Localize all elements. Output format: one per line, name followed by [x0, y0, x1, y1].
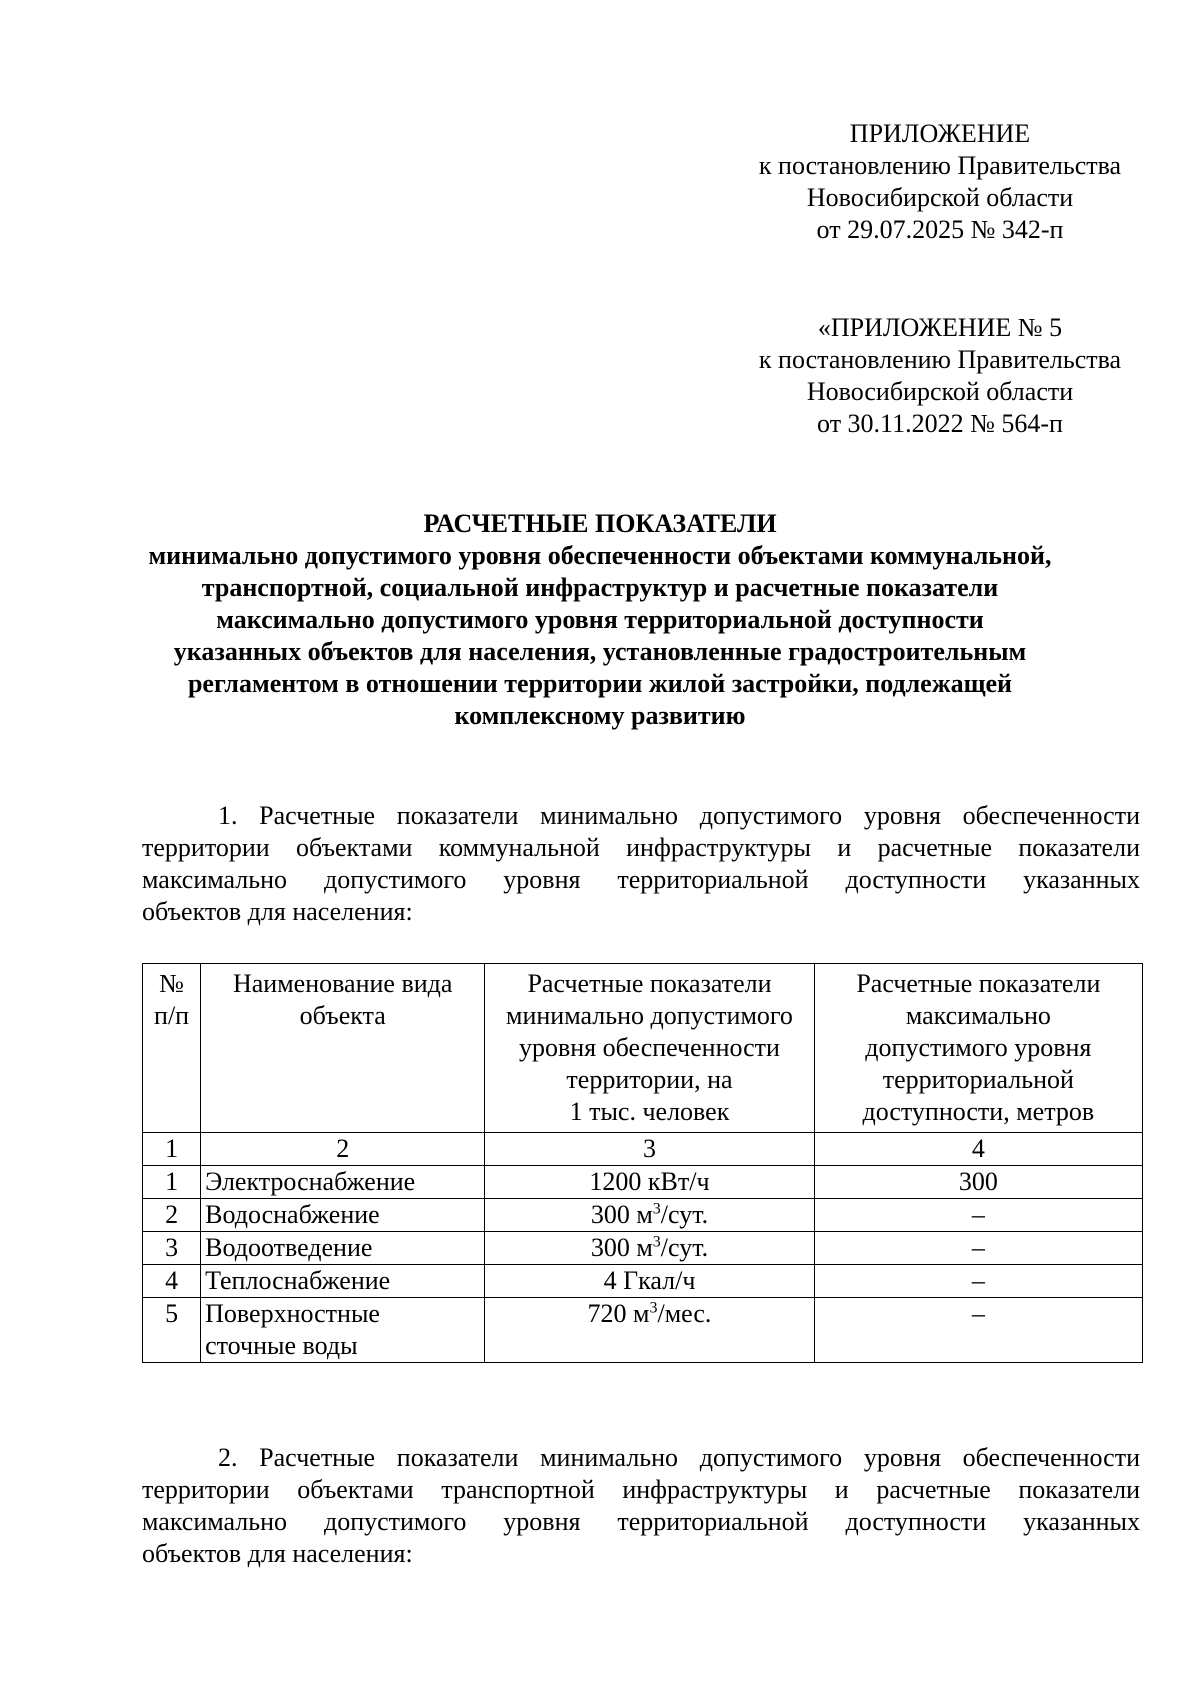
- row-access: –: [814, 1199, 1142, 1232]
- appendix-5-line-4: от 30.11.2022 № 564-п: [817, 409, 1063, 438]
- row-name: Электроснабжение: [201, 1166, 485, 1199]
- header-name-line-2: объекта: [299, 1001, 386, 1030]
- row-access: –: [814, 1298, 1142, 1363]
- row-num: 2: [143, 1199, 201, 1232]
- section-2-line-2: территории объектами транспортной инфраструктуры и расчетные показатели: [142, 1475, 1140, 1504]
- header-max-line-1: Расчетные показатели: [856, 969, 1101, 998]
- value-superscript: 3: [649, 1299, 658, 1317]
- appendix-5-line-2: к постановлению Правительства: [758, 345, 1122, 374]
- section-2-line-1: 2. Расчетные показатели минимально допустимого уровня обеспеченности: [218, 1443, 1140, 1472]
- header-num-line-1: №: [159, 969, 184, 998]
- title-line-5: указанных объектов для населения, установленные градостроительным: [173, 637, 1027, 666]
- value-text: 300 м: [590, 1200, 653, 1229]
- row-value: [485, 1298, 814, 1363]
- table-row: [143, 1199, 1143, 1232]
- row-value: [485, 1199, 814, 1232]
- section-1-line-3: максимально допустимого уровня территориальной доступности указанных: [142, 865, 1140, 894]
- header-max-access: [814, 964, 1142, 1133]
- row-num: 4: [143, 1265, 201, 1298]
- table-header-row: [143, 964, 1143, 1133]
- header-name: [201, 964, 485, 1133]
- section-2-line-4: объектов для населения:: [142, 1539, 413, 1568]
- row-value: [485, 1265, 814, 1298]
- header-min-level: [485, 964, 814, 1133]
- row-access: –: [814, 1232, 1142, 1265]
- row-num: 1: [143, 1166, 201, 1199]
- section-1-line-1: 1. Расчетные показатели минимально допустимого уровня обеспеченности: [218, 801, 1140, 830]
- section-1-paragraph: [142, 800, 1140, 928]
- section-2-paragraph: [142, 1442, 1140, 1570]
- value-unit: /сут.: [660, 1200, 709, 1229]
- header-num: [143, 964, 201, 1133]
- header-min-line-2: минимально допустимого: [506, 1001, 793, 1030]
- row-num: 3: [143, 1232, 201, 1265]
- title-line-1: РАСЧЕТНЫЕ ПОКАЗАТЕЛИ: [423, 509, 777, 538]
- appendix-header: [740, 118, 1140, 246]
- value-text: 4 Гкал/ч: [603, 1266, 696, 1295]
- header-name-line-1: Наименование вида: [232, 969, 453, 998]
- table-row: [143, 1265, 1143, 1298]
- value-text: 720 м: [587, 1299, 650, 1328]
- row-value: [485, 1232, 814, 1265]
- row-value: [485, 1166, 814, 1199]
- row-name: [201, 1298, 485, 1363]
- header-min-line-4: территории, на: [566, 1065, 733, 1094]
- appendix-5-header: [740, 312, 1140, 440]
- section-1-line-2: территории объектами коммунальной инфраструктуры и расчетные показатели: [142, 833, 1140, 862]
- appendix-line-4: от 29.07.2025 № 342-п: [816, 215, 1064, 244]
- table-row: [143, 1166, 1143, 1199]
- row-name-line-2: сточные воды: [205, 1331, 358, 1360]
- value-superscript: 3: [652, 1233, 661, 1251]
- value-unit: /мес.: [657, 1299, 712, 1328]
- table-row: [143, 1298, 1143, 1363]
- header-max-line-5: доступности, метров: [862, 1097, 1095, 1126]
- appendix-5-title: «ПРИЛОЖЕНИЕ № 5: [817, 313, 1063, 342]
- appendix-5-line-3: Новосибирской области: [806, 377, 1074, 406]
- row-access: –: [814, 1265, 1142, 1298]
- col-number: 3: [485, 1133, 814, 1166]
- appendix-line-2: к постановлению Правительства: [758, 151, 1122, 180]
- row-name-line-1: Поверхностные: [205, 1299, 380, 1328]
- document-title: [140, 508, 1060, 732]
- value-unit: /сут.: [660, 1233, 709, 1262]
- section-1-line-4: объектов для населения:: [142, 897, 413, 926]
- title-line-7: комплексному развитию: [454, 701, 746, 730]
- title-line-2: минимально допустимого уровня обеспеченности объектами коммунальной,: [148, 541, 1052, 570]
- header-min-line-5: 1 тыс. человек: [569, 1097, 730, 1126]
- col-number: 1: [143, 1133, 201, 1166]
- value-text: 300 м: [590, 1233, 653, 1262]
- section-2-line-3: максимально допустимого уровня территориальной доступности указанных: [142, 1507, 1140, 1536]
- title-line-3: транспортной, социальной инфраструктур и расчетные показатели: [201, 573, 999, 602]
- header-max-line-4: территориальной: [882, 1065, 1074, 1094]
- row-name: Водоотведение: [201, 1232, 485, 1265]
- header-num-line-2: п/п: [154, 1001, 190, 1030]
- appendix-line-3: Новосибирской области: [806, 183, 1074, 212]
- column-number-row: [143, 1133, 1143, 1166]
- header-max-line-3: допустимого уровня: [865, 1033, 1092, 1062]
- header-min-line-1: Расчетные показатели: [527, 969, 772, 998]
- appendix-title: ПРИЛОЖЕНИЕ: [849, 119, 1031, 148]
- table-row: [143, 1232, 1143, 1265]
- value-text: 1200 кВт/ч: [589, 1167, 710, 1196]
- row-num: 5: [143, 1298, 201, 1363]
- utilities-table: [142, 963, 1143, 1363]
- header-max-line-2: максимально: [905, 1001, 1051, 1030]
- row-name: Водоснабжение: [201, 1199, 485, 1232]
- value-superscript: 3: [652, 1200, 661, 1218]
- title-line-4: максимально допустимого уровня территориальной доступности: [216, 605, 984, 634]
- row-access: 300: [814, 1166, 1142, 1199]
- header-min-line-3: уровня обеспеченности: [518, 1033, 780, 1062]
- col-number: 4: [814, 1133, 1142, 1166]
- title-line-6: регламентом в отношении территории жилой застройки, подлежащей: [187, 669, 1013, 698]
- col-number: 2: [201, 1133, 485, 1166]
- row-name: Теплоснабжение: [201, 1265, 485, 1298]
